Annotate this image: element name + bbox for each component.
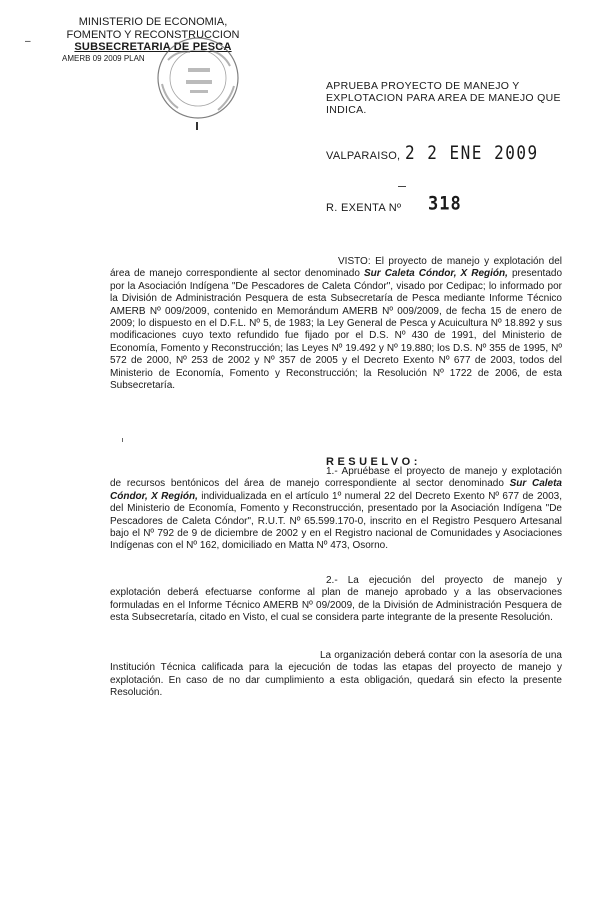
p1-sector: Sur Caleta Cóndor, X Región, bbox=[110, 478, 562, 502]
article-1-paragraph bbox=[110, 466, 562, 553]
p1-text-before: 1.- Apruébase el proyecto de manejo y explotación de recursos bentónicos del área de manejo correspondiente al sector denominado bbox=[110, 466, 562, 490]
article-2-paragraph: 2.- La ejecución del proyecto de manejo y explotación deberá efectuarse conforme al plan de manejo aprobado y a las observaciones formuladas en el Informe Técnico AMERB Nº 09/2009, de la División de Administración Pesquera de esta Subsecretaría, citado en Visto, el cual se considera parte integrante de la presente Resolución. bbox=[110, 575, 562, 624]
subsecretaria-line: SUBSECRETARIA DE PESCA bbox=[74, 41, 232, 53]
visto-text-before: El proyecto de manejo y explotación del área de manejo correspondiente al sector denominado bbox=[110, 256, 562, 280]
margin-mark: – bbox=[25, 36, 31, 47]
p1-text-after: individualizada en el artículo 1º numeral 22 del Decreto Exento Nº 677 de 2003, del Ministerio de Economía, Fomento y Reconstrucción, presentado por la Asociación Indígena "De Pescadores de Caleta Cóndor", R.U.T. Nº 65.599.170-0, inscrito en el Registro Pesquero Artesanal bajo el Nº 792 de 9 de diciembre de 2002 y en el Registro nacional de Comunidades y Asociaciones Indígenas con el Nº 162, domiciliado en Matta Nº 473, Osorno. bbox=[110, 490, 563, 552]
resolution-number: 318 bbox=[428, 193, 462, 215]
resolution-subject: APRUEBA PROYECTO DE MANEJO Y EXPLOTACION PARA AREA DE MANEJO QUE INDICA. bbox=[326, 80, 561, 116]
margin-tick-2 bbox=[122, 438, 123, 442]
obligation-paragraph: La organización deberá contar con la asesoría de una Institución Técnica calificada para la ejecución de todas las etapas del proyecto de manejo y explotación. En caso de no dar cumplimiento a esta obligación, quedará sin efecto la presente Resolución. bbox=[110, 650, 562, 699]
number-dash bbox=[398, 186, 406, 187]
resolution-label: R. EXENTA Nº bbox=[326, 202, 402, 214]
visto-sector: Sur Caleta Cóndor, X Región, bbox=[363, 268, 508, 280]
resuelvo-heading: RESUELVO: bbox=[326, 456, 421, 468]
date-stamp: 2 2 ENE 2009 bbox=[405, 141, 539, 164]
margin-tick bbox=[196, 122, 198, 130]
official-seal-stamp bbox=[148, 30, 248, 130]
place-label: VALPARAISO, bbox=[326, 150, 401, 162]
visto-paragraph bbox=[110, 256, 562, 392]
ministry-line-1: MINISTERIO DE ECONOMIA, bbox=[78, 16, 228, 28]
ministry-line-2: FOMENTO Y RECONSTRUCCION bbox=[66, 28, 240, 41]
visto-text-after: presentado por la Asociación Indígena "De Pescadores de Caleta Cóndor", visado por Cedipac; lo informado por la División de Administración Pesquera de esta Subsecretaría de Pesca mediante Informe Técnico AMERB Nº 009/2009, contenido en Memorándum AMERB Nº 009/2009, de fecha 15 de enero de 2009; lo dispuesto en el D.F.L. Nº 5, de 1983; la Ley General de Pesca y Acuicultura Nº 18.892 y sus modificaciones cuyo texto refundido fue fijado por el D.S. Nº 430 de 1991, del Ministerio de Economía, Fomento y Reconstrucción; las Leyes Nº 19.492 y Nº 19.880; los D.S. Nº 355 de 1995, Nº 572 de 2000, Nº 253 de 2002 y Nº 357 de 2005 y el Decreto Exento Nº 677 de 2003, todos del Ministerio de Economía, Fomento y Reconstrucción; la Resolución Nº 1722 de 2006, de esta Subsecretaría. bbox=[110, 268, 563, 392]
reference-code: AMERB 09 2009 PLAN bbox=[62, 53, 145, 63]
visto-lead: VISTO: bbox=[338, 256, 371, 267]
